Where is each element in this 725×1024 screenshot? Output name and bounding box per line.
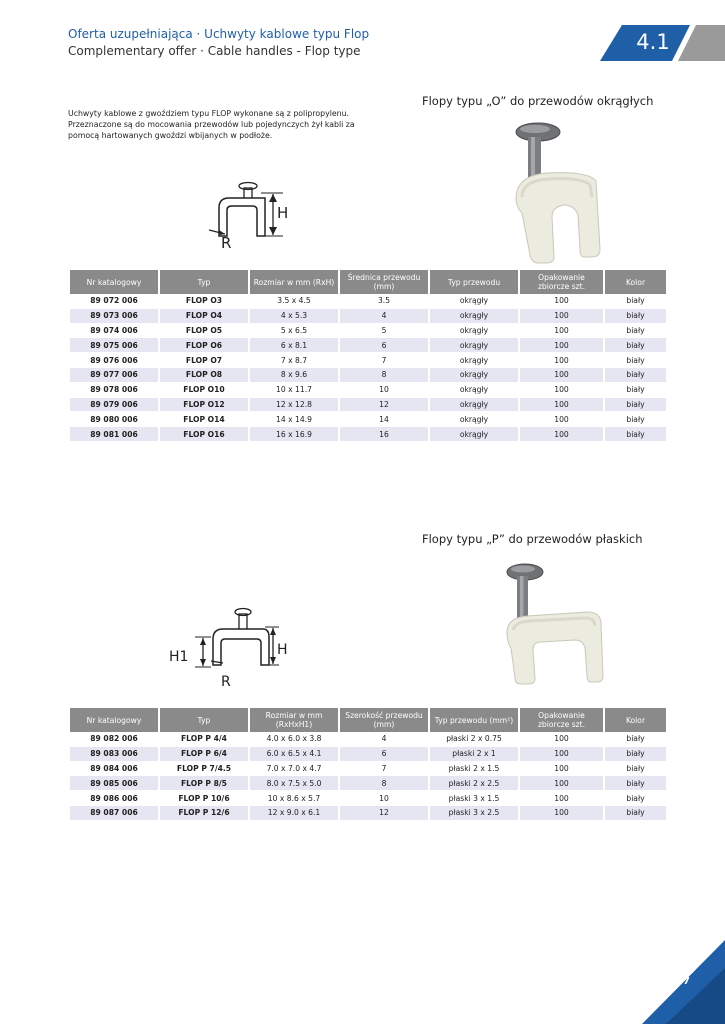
cell-diameter: 10 [340, 383, 428, 398]
table-header-row [70, 708, 666, 732]
cell-package: 100 [520, 806, 603, 821]
cell-package: 100 [520, 294, 603, 309]
col-header: Opakowanie zbiorcze szt. [520, 708, 603, 732]
table-row [70, 791, 666, 806]
page-subtitle: Complementary offer · Cable handles - Flop type [68, 44, 361, 58]
cell-package: 100 [520, 368, 603, 383]
col-header: Opakowanie zbiorcze szt. [520, 270, 603, 294]
cell-type: FLOP O12 [160, 398, 248, 413]
cell-diameter: 3.5 [340, 294, 428, 309]
cell-cable-type: płaski 3 x 2.5 [430, 806, 518, 821]
h-label: H [277, 642, 288, 658]
cell-catalog-number: 89 074 006 [70, 324, 158, 339]
cell-cable-type: płaski 3 x 1.5 [430, 791, 518, 806]
cell-size: 16 x 16.9 [250, 427, 338, 442]
cell-package: 100 [520, 747, 603, 762]
cell-size: 7.0 x 7.0 x 4.7 [250, 762, 338, 777]
cell-color: biały [605, 294, 666, 309]
cell-cable-type: okrągły [430, 368, 518, 383]
cell-package: 100 [520, 338, 603, 353]
page-number: 77 [676, 976, 690, 987]
cell-color: biały [605, 383, 666, 398]
cell-package: 100 [520, 732, 603, 747]
flop-o-drawing [195, 180, 305, 250]
cell-type: FLOP P 4/4 [160, 732, 248, 747]
col-header: Kolor [605, 270, 666, 294]
table-row [70, 353, 666, 368]
cell-cable-type: płaski 2 x 2.5 [430, 776, 518, 791]
cell-package: 100 [520, 427, 603, 442]
cell-size: 6.0 x 6.5 x 4.1 [250, 747, 338, 762]
cell-size: 3.5 x 4.5 [250, 294, 338, 309]
cell-cable-type: okrągły [430, 398, 518, 413]
intro-line: Uchwyty kablowe z gwoździem typu FLOP wykonane są z polipropylenu. [68, 109, 350, 118]
cell-catalog-number: 89 080 006 [70, 412, 158, 427]
cell-diameter: 6 [340, 338, 428, 353]
cell-type: FLOP O3 [160, 294, 248, 309]
cell-type: FLOP P 8/5 [160, 776, 248, 791]
col-header: Rozmiar w mm (RxH) [250, 270, 338, 294]
cell-package: 100 [520, 353, 603, 368]
cell-color: biały [605, 338, 666, 353]
cell-color: biały [605, 427, 666, 442]
cell-diameter: 7 [340, 762, 428, 777]
cell-diameter: 10 [340, 791, 428, 806]
intro-line: pomocą hartowanych gwoździ wbijanych w podłoże. [68, 131, 273, 140]
col-header: Typ przewodu [430, 270, 518, 294]
cell-catalog-number: 89 078 006 [70, 383, 158, 398]
cell-package: 100 [520, 398, 603, 413]
cell-color: biały [605, 398, 666, 413]
table-row [70, 383, 666, 398]
cell-type: FLOP O6 [160, 338, 248, 353]
cell-cable-type: płaski 2 x 0.75 [430, 732, 518, 747]
cell-size: 12 x 12.8 [250, 398, 338, 413]
cell-diameter: 12 [340, 806, 428, 821]
cell-color: biały [605, 324, 666, 339]
r-label: R [221, 234, 232, 250]
cell-type: FLOP O4 [160, 309, 248, 324]
col-header: Rozmiar w mm (RxHxH1) [250, 708, 338, 732]
cell-size: 8.0 x 7.5 x 5.0 [250, 776, 338, 791]
page-title: Oferta uzupełniająca · Uchwyty kablowe typu Flop [68, 27, 370, 41]
cell-type: FLOP O10 [160, 383, 248, 398]
cell-type: FLOP O16 [160, 427, 248, 442]
section-number: 4.1 [636, 30, 670, 54]
cell-cable-type: okrągły [430, 309, 518, 324]
cell-cable-type: płaski 2 x 1 [430, 747, 518, 762]
table-header-row [70, 270, 666, 294]
cell-size: 4.0 x 6.0 x 3.8 [250, 732, 338, 747]
cell-color: biały [605, 762, 666, 777]
cell-catalog-number: 89 075 006 [70, 338, 158, 353]
col-header: Szerokość przewodu (mm) [340, 708, 428, 732]
cell-color: biały [605, 353, 666, 368]
cell-diameter: 12 [340, 398, 428, 413]
cell-color: biały [605, 791, 666, 806]
cell-diameter: 7 [340, 353, 428, 368]
cell-type: FLOP P 10/6 [160, 791, 248, 806]
cell-diameter: 16 [340, 427, 428, 442]
flop-p-table [68, 708, 668, 821]
intro-text [68, 108, 368, 141]
cell-size: 6 x 8.1 [250, 338, 338, 353]
cell-type: FLOP O7 [160, 353, 248, 368]
col-header: Nr katalogowy [70, 270, 158, 294]
cell-type: FLOP O14 [160, 412, 248, 427]
cell-diameter: 8 [340, 368, 428, 383]
cell-diameter: 4 [340, 732, 428, 747]
cell-size: 7 x 8.7 [250, 353, 338, 368]
cell-color: biały [605, 732, 666, 747]
cell-catalog-number: 89 076 006 [70, 353, 158, 368]
cell-cable-type: płaski 2 x 1.5 [430, 762, 518, 777]
table-row [70, 762, 666, 777]
table-row [70, 368, 666, 383]
cell-catalog-number: 89 085 006 [70, 776, 158, 791]
cell-diameter: 5 [340, 324, 428, 339]
cell-size: 4 x 5.3 [250, 309, 338, 324]
cell-diameter: 14 [340, 412, 428, 427]
cell-catalog-number: 89 084 006 [70, 762, 158, 777]
table-row [70, 776, 666, 791]
table-row [70, 338, 666, 353]
section-p-title: Flopy typu „P” do przewodów płaskich [422, 532, 643, 546]
cell-type: FLOP P 6/4 [160, 747, 248, 762]
col-header: Nr katalogowy [70, 708, 158, 732]
col-header: Średnica przewodu (mm) [340, 270, 428, 294]
cell-cable-type: okrągły [430, 294, 518, 309]
cell-size: 10 x 11.7 [250, 383, 338, 398]
col-header: Kolor [605, 708, 666, 732]
col-header: Typ [160, 270, 248, 294]
cell-cable-type: okrągły [430, 353, 518, 368]
cell-size: 8 x 9.6 [250, 368, 338, 383]
col-header: Typ [160, 708, 248, 732]
table-row [70, 294, 666, 309]
cell-color: biały [605, 412, 666, 427]
cell-catalog-number: 89 087 006 [70, 806, 158, 821]
r-label: R [221, 674, 231, 690]
table-row [70, 806, 666, 821]
cell-package: 100 [520, 791, 603, 806]
cell-type: FLOP P 12/6 [160, 806, 248, 821]
cell-diameter: 6 [340, 747, 428, 762]
table-row [70, 412, 666, 427]
cell-type: FLOP O8 [160, 368, 248, 383]
cell-package: 100 [520, 412, 603, 427]
cell-catalog-number: 89 083 006 [70, 747, 158, 762]
h-label: H [277, 204, 289, 222]
cell-color: biały [605, 747, 666, 762]
cell-catalog-number: 89 072 006 [70, 294, 158, 309]
flop-p-drawing [165, 605, 295, 690]
cell-package: 100 [520, 762, 603, 777]
cell-cable-type: okrągły [430, 427, 518, 442]
cell-catalog-number: 89 073 006 [70, 309, 158, 324]
section-o-title: Flopy typu „O” do przewodów okrągłych [422, 94, 654, 108]
cell-catalog-number: 89 082 006 [70, 732, 158, 747]
cell-catalog-number: 89 079 006 [70, 398, 158, 413]
cell-diameter: 8 [340, 776, 428, 791]
cell-cable-type: okrągły [430, 412, 518, 427]
cell-size: 5 x 6.5 [250, 324, 338, 339]
h1-label: H1 [169, 649, 189, 665]
cell-package: 100 [520, 383, 603, 398]
cell-size: 10 x 8.6 x 5.7 [250, 791, 338, 806]
cell-package: 100 [520, 776, 603, 791]
page-corner [600, 940, 725, 1024]
flop-p-photo [497, 558, 612, 688]
cell-size: 14 x 14.9 [250, 412, 338, 427]
table-row [70, 427, 666, 442]
cell-color: biały [605, 806, 666, 821]
cell-type: FLOP P 7/4.5 [160, 762, 248, 777]
cell-package: 100 [520, 324, 603, 339]
table-row [70, 398, 666, 413]
table-row [70, 324, 666, 339]
cell-color: biały [605, 776, 666, 791]
cell-size: 12 x 9.0 x 6.1 [250, 806, 338, 821]
flop-o-table [68, 270, 668, 442]
flop-o-photo [508, 117, 618, 265]
cell-cable-type: okrągły [430, 383, 518, 398]
cell-catalog-number: 89 077 006 [70, 368, 158, 383]
cell-catalog-number: 89 081 006 [70, 427, 158, 442]
cell-package: 100 [520, 309, 603, 324]
table-row [70, 309, 666, 324]
cell-cable-type: okrągły [430, 338, 518, 353]
cell-diameter: 4 [340, 309, 428, 324]
cell-cable-type: okrągły [430, 324, 518, 339]
table-row [70, 747, 666, 762]
cell-color: biały [605, 368, 666, 383]
intro-line: Przeznaczone są do mocowania przewodów lub pojedynczych żył kabli za [68, 120, 355, 129]
cell-catalog-number: 89 086 006 [70, 791, 158, 806]
cell-type: FLOP O5 [160, 324, 248, 339]
table-row [70, 732, 666, 747]
col-header: Typ przewodu (mm²) [430, 708, 518, 732]
cell-color: biały [605, 309, 666, 324]
